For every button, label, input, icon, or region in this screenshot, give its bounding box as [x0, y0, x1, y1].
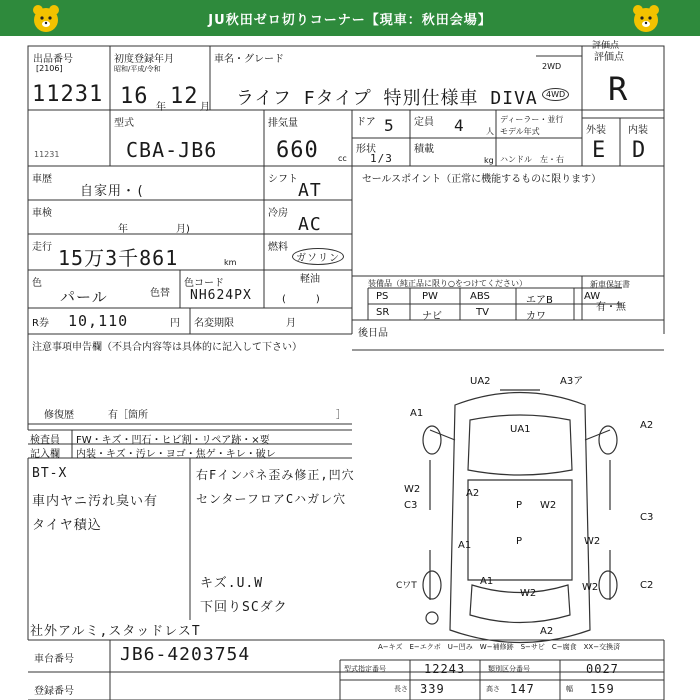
color-code-value: NH624PX — [190, 288, 252, 303]
mark-p2: P — [516, 536, 523, 547]
shift-value: AT — [298, 180, 322, 201]
length-value: 339 — [420, 682, 445, 696]
equip-ps: PS — [376, 291, 389, 302]
mark-cwt: CワT — [396, 581, 417, 591]
doors-value: 5 — [384, 116, 395, 135]
displacement-label: 排気量 — [268, 118, 298, 129]
inspector-label: 検査員 — [30, 435, 60, 446]
handle-label: ハンドル — [500, 155, 532, 164]
equip-pw: PW — [422, 291, 438, 302]
class-no-label: 類別区分番号 — [488, 665, 530, 673]
interior-score: D — [632, 138, 647, 163]
entry-label: 記入欄 — [30, 449, 60, 460]
color-code-label: 色コード — [184, 278, 224, 289]
mark-a2-left: A2 — [466, 488, 480, 499]
mark-w2-rear: W2 — [520, 588, 537, 599]
class-no-value: 0027 — [586, 662, 619, 676]
reg-no-label: 登録番号 — [34, 686, 74, 697]
era-label: 昭和/平成/令和 — [114, 65, 161, 73]
note-7: 下回りSCダク — [200, 600, 288, 615]
color-value: パール — [60, 288, 108, 306]
mark-a3: A3ア — [560, 376, 584, 387]
fuel-diesel: 軽油 — [300, 274, 320, 285]
lot-small: 11231 — [34, 150, 60, 159]
fw-opts: FW・キズ・凹石・ヒビ割・リペア跡・×要 — [76, 435, 270, 446]
mark-w2-center: W2 — [540, 500, 557, 511]
equip-sr: SR — [376, 307, 390, 318]
reg-expiry-month: 月 — [286, 318, 296, 329]
load-label: 積載 — [414, 144, 434, 155]
dealer-label: ディーラー・並行 — [500, 115, 564, 124]
mark-a1-rear: A1 — [480, 576, 494, 587]
mark-c3-right: C3 — [640, 512, 654, 523]
ac-value: AC — [298, 214, 322, 235]
mark-a2-right: A2 — [640, 420, 654, 431]
note-4: 右Fインパネ歪み修正,凹穴 — [196, 468, 355, 482]
recycle-value: 10,110 — [68, 312, 129, 330]
insp-month: 月) — [176, 224, 190, 235]
displacement-value: 660 — [276, 138, 319, 163]
fuel-label: 燃料 — [268, 242, 288, 253]
mark-w2-right: W2 — [584, 536, 601, 547]
equip-tv: TV — [476, 307, 489, 318]
cc-unit: cc — [338, 154, 347, 163]
equip-label: 装備品（純正品に限り○をつけてください） — [368, 279, 527, 288]
repair-opts: 有［箇所 — [108, 410, 148, 421]
equip-aw: AW — [584, 291, 601, 302]
mark-p1: P — [516, 500, 523, 511]
repair-label: 修復歴 — [44, 410, 74, 421]
length-label: 長さ — [394, 685, 408, 693]
damage-legend: A−キズ E−エクボ U−凹み W−補修跡 S−サビ C−腐食 XX−交換済 — [378, 643, 621, 651]
exterior-score: E — [592, 138, 607, 163]
mark-c3-left: C3 — [404, 500, 418, 511]
chassis-label: 車台番号 — [34, 654, 74, 665]
month-unit: 月 — [200, 102, 210, 113]
color-label: 色 — [32, 278, 42, 289]
note-6: キズ.U.W — [200, 576, 264, 591]
handle-opts: 左・右 — [540, 155, 564, 164]
header-title: JU秋田ゼロ切りコーナー【現車：秋田会場】 — [208, 12, 492, 28]
note-3: タイヤ積込 — [32, 518, 102, 533]
doors-label: ドア — [356, 117, 376, 128]
shape-label: 形状 — [356, 144, 376, 155]
drive-4wd: 4WD — [542, 88, 569, 101]
mileage-value: 15万3千861 — [58, 246, 179, 270]
type-designation-label: 型式指定番号 — [344, 665, 386, 673]
color-swap-label: 色替 — [150, 288, 170, 299]
model-year-label: モデル年式 — [500, 127, 540, 136]
warranty-label: 新車保証書 — [590, 280, 630, 289]
type-no-value: 12243 — [424, 662, 466, 676]
mark-c2: C2 — [640, 580, 654, 591]
note-1: BT-X — [32, 466, 68, 481]
fuel-other: ( ) — [282, 294, 320, 305]
equip-leather: カワ — [526, 311, 546, 322]
car-name-label: 車名・グレード — [214, 54, 284, 65]
mark-a2-rear: A2 — [540, 626, 554, 637]
cargo-label: 後日品 — [358, 328, 388, 339]
score-value: R — [608, 70, 629, 108]
mark-w2-a: W2 — [404, 484, 421, 495]
mileage-label: 走行 — [32, 242, 52, 253]
fuel-gas: ガソリン — [292, 248, 344, 265]
sales-point-label: セールスポイント（正常に機能するものに限ります） — [362, 174, 602, 185]
km-unit: km — [224, 258, 237, 267]
usage-value: 自家用・( — [80, 184, 145, 199]
mark-ua2: UA2 — [470, 376, 491, 387]
shift-label: シフト — [268, 174, 298, 185]
note-title: 注意事項申告欄（不具合内容等は具体的に記入して下さい） — [32, 342, 302, 353]
first-reg-label: 初度登録年月 — [114, 54, 174, 65]
lot-number: 11231 — [32, 82, 104, 107]
reg-expiry-label: 名変期限 — [194, 318, 234, 329]
exterior-label: 外装 — [586, 125, 606, 136]
ac-label: 冷房 — [268, 208, 288, 219]
usage-label: 車歴 — [32, 174, 52, 185]
equip-airbag: エアB — [526, 295, 553, 306]
mark-a1-left: A1 — [458, 540, 472, 551]
lot-label: 出品番号 — [33, 54, 73, 65]
recycle-unit: 円 — [170, 318, 180, 329]
kg-unit: kg — [484, 156, 494, 165]
capacity-value: 4 — [454, 116, 465, 135]
year-unit: 年 — [156, 102, 166, 113]
note-2: 車内ヤニ汚れ臭い有 — [32, 494, 159, 509]
interior-label: 内装 — [628, 125, 648, 136]
height-value: 147 — [510, 682, 535, 696]
width-value: 159 — [590, 682, 615, 696]
mark-ua1: UA1 — [510, 424, 531, 435]
interior-opts: 内装・キズ・汚レ・ヨゴ・焦ゲ・キレ・破レ — [76, 449, 276, 460]
chassis-value: JB6-4203754 — [120, 644, 251, 665]
note-5: センターフロアCハガレ穴 — [196, 492, 347, 506]
capacity-label: 定員 — [414, 117, 434, 128]
lot-sub: [2106] — [36, 64, 63, 73]
top-cut-text: 評価点 — [592, 41, 620, 51]
insp-year: 年 — [118, 224, 128, 235]
width-label: 幅 — [566, 685, 573, 693]
reg-month: 12 — [170, 84, 199, 109]
equip-abs: ABS — [470, 291, 490, 302]
score-label: 評価点 — [594, 52, 624, 63]
reg-year: 16 — [120, 84, 149, 109]
equip-navi: ナビ — [422, 311, 442, 322]
drive-2wd: 2WD — [542, 62, 562, 71]
model-code: CBA-JB6 — [126, 138, 218, 162]
car-name: ライフ Fタイプ 特別仕様車 DIVA — [236, 88, 538, 109]
shape-value: 1/3 — [370, 152, 393, 165]
inspection-label: 車検 — [32, 208, 52, 219]
repair-bracket: ］ — [336, 410, 346, 421]
model-label: 型式 — [114, 118, 134, 129]
mark-w2-b: W2 — [582, 582, 599, 593]
recycle-label: R券 — [32, 318, 49, 329]
mark-a1-front: A1 — [410, 408, 424, 419]
note-8: 社外アルミ,スタッドレスT — [30, 624, 201, 639]
warranty-opts: 有・無 — [596, 302, 626, 313]
height-label: 高さ — [486, 685, 500, 693]
capacity-unit: 人 — [486, 127, 494, 136]
